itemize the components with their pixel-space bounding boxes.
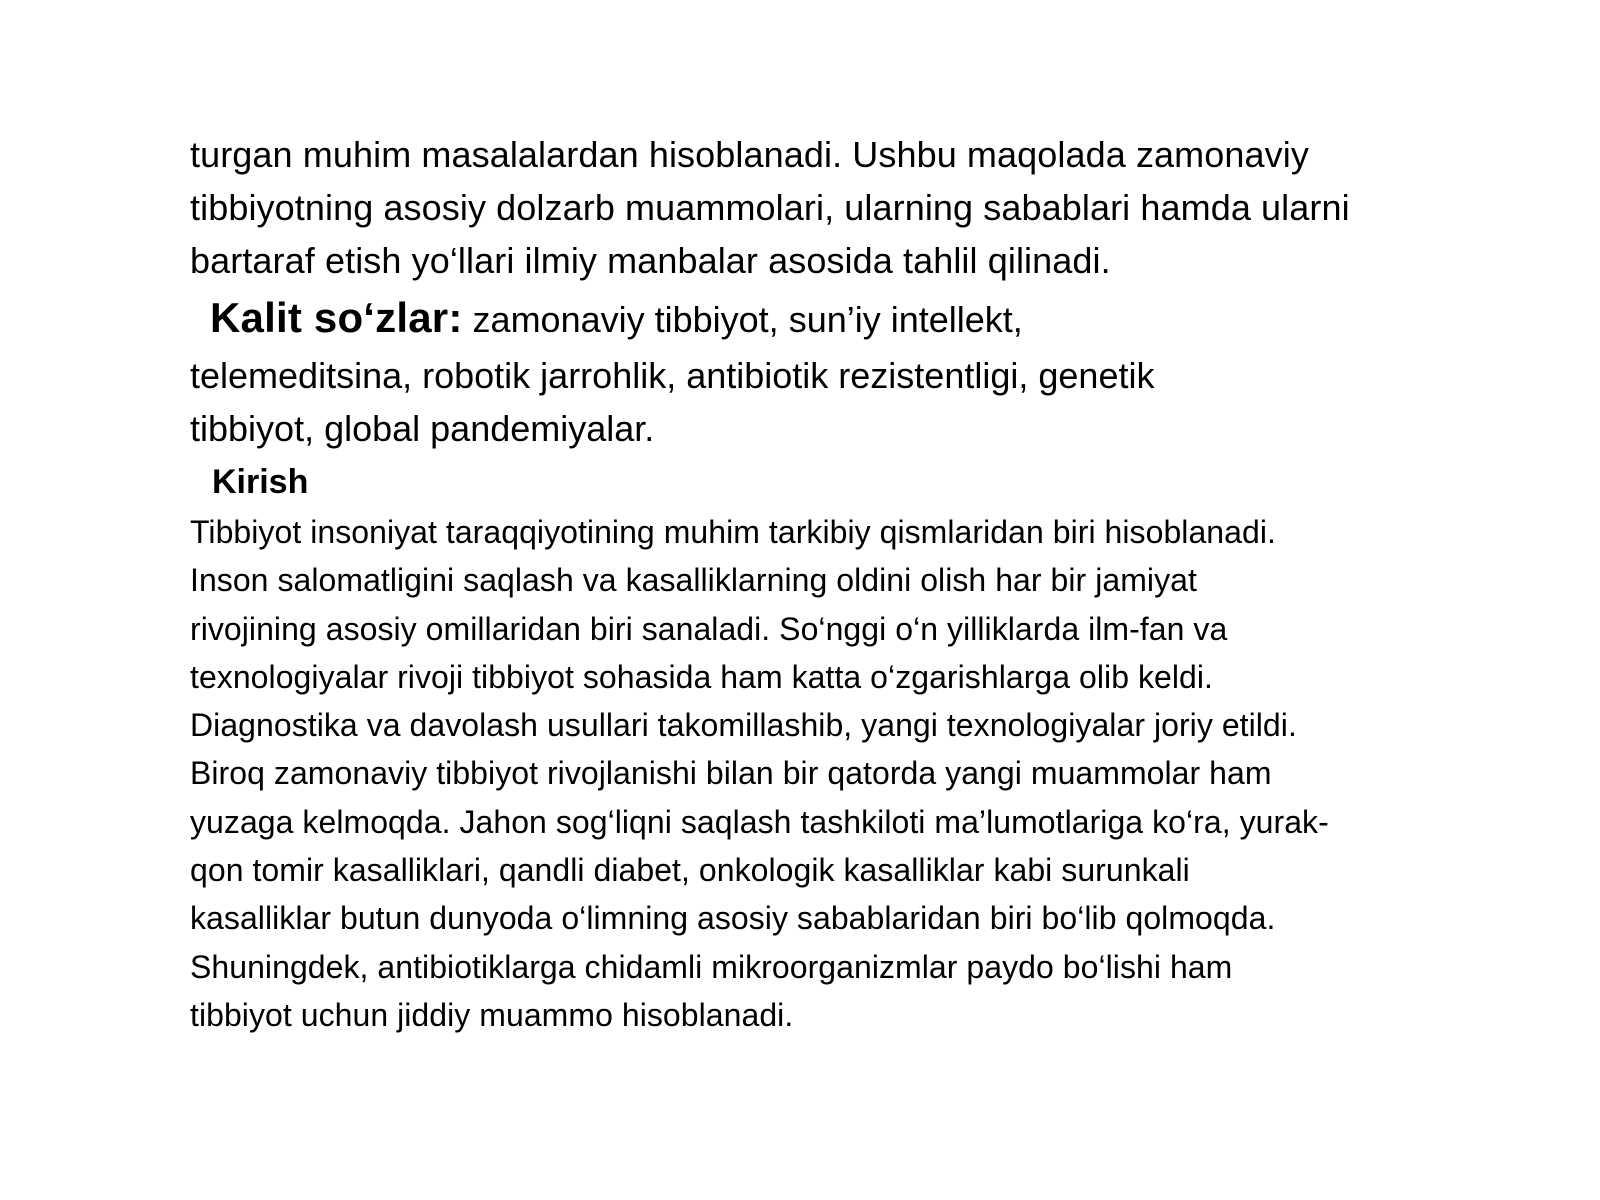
keywords-line: telemeditsina, robotik jarrohlik, antibiotik rezistentligi, genetik — [190, 355, 1155, 396]
page-content — [190, 128, 1530, 1039]
section-heading-introduction: Kirish — [212, 463, 309, 501]
body-line: kasalliklar butun dunyoda o‘limning asosiy sabablaridan biri bo‘lib qolmoqda. — [190, 900, 1276, 937]
body-line: Shuningdek, antibiotiklarga chidamli mikroorganizmlar paydo bo‘lishi ham — [190, 948, 1233, 985]
keywords-heading: Kalit so‘zlar: — [210, 294, 463, 341]
keywords-first-line: zamonaviy tibbiyot, sun’iy intellekt, — [472, 299, 1023, 340]
body-line: Inson salomatligini saqlash va kasalliklarning oldini olish har bir jamiyat — [190, 562, 1197, 599]
body-line: rivojining asosiy omillaridan biri sanaladi. So‘nggi o‘n yilliklarda ilm-fan va — [190, 610, 1228, 647]
body-line: texnologiyalar rivoji tibbiyot sohasida ham katta o‘zgarishlarga olib keldi. — [190, 658, 1214, 695]
keywords-first-row — [190, 289, 1530, 349]
keywords-block — [190, 289, 1530, 455]
body-line: Biroq zamonaviy tibbiyot rivojlanishi bilan bir qatorda yangi muammolar ham — [190, 755, 1272, 792]
abstract-paragraph — [190, 128, 1530, 287]
body-line: tibbiyot uchun jiddiy muammo hisoblanadi. — [190, 996, 794, 1033]
abstract-line: bartaraf etish yo‘llari ilmiy manbalar asosida tahlil qilinadi. — [190, 240, 1111, 281]
body-line: yuzaga kelmoqda. Jahon sog‘liqni saqlash tashkiloti ma’lumotlariga ko‘ra, yurak- — [190, 803, 1329, 840]
abstract-line: turgan muhim masalalardan hisoblanadi. Ushbu maqolada zamonaviy — [190, 134, 1309, 175]
introduction-paragraph — [190, 508, 1530, 1039]
body-line: qon tomir kasalliklari, qandli diabet, onkologik kasalliklar kabi surunkali — [190, 852, 1190, 889]
abstract-line: tibbiyotning asosiy dolzarb muammolari, ularning sabablari hamda ularni — [190, 187, 1350, 228]
keywords-line: tibbiyot, global pandemiyalar. — [190, 408, 655, 449]
body-line: Tibbiyot insoniyat taraqqiyotining muhim tarkibiy qismlaridan biri hisoblanadi. — [190, 514, 1276, 550]
body-line: Diagnostika va davolash usullari takomillashib, yangi texnologiyalar joriy etildi. — [190, 707, 1297, 744]
